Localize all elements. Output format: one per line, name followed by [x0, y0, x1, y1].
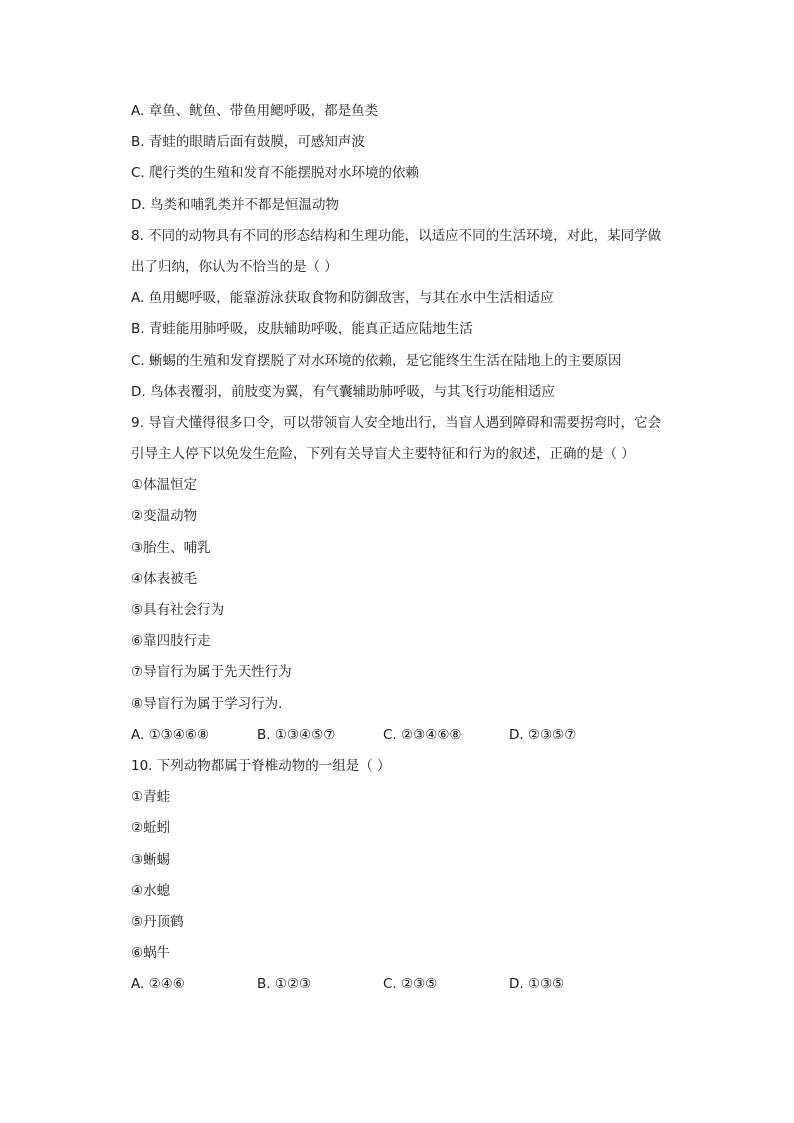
- q9-choice-a: A. ①③④⑥⑧: [131, 726, 210, 743]
- q10-choices: [131, 969, 691, 1000]
- q10-stem: 10. 下列动物都属于脊椎动物的一组是（ ）: [131, 757, 391, 774]
- q9-item-2: ②变温动物: [131, 508, 198, 525]
- q8-option-d: D. 鸟体表覆羽，前肢变为翼，有气囊辅助肺呼吸，与其飞行功能相适应: [131, 383, 555, 400]
- q9-choice-b: B. ①③④⑤⑦: [257, 726, 336, 743]
- q8-option-a: A. 鱼用鳃呼吸，能靠游泳获取食物和防御敌害，与其在水中生活相适应: [131, 290, 554, 307]
- q9-choices: [131, 720, 691, 751]
- q7-option-c: C. 爬行类的生殖和发育不能摆脱对水环境的依赖: [131, 165, 420, 182]
- q7-option-a: A. 章鱼、鱿鱼、带鱼用鳃呼吸，都是鱼类: [131, 103, 379, 119]
- q8-option-b: B. 青蛙能用肺呼吸，皮肤辅助呼吸，能真正适应陆地生活: [131, 321, 473, 338]
- q9-stem-line2: 引导主人停下以免发生危险，下列有关导盲犬主要特征和行为的叙述，正确的是（ ）: [131, 446, 635, 463]
- q9-item-8: ⑧导盲行为属于学习行为.: [131, 695, 283, 712]
- q8-stem-line1: 8. 不同的动物具有不同的形态结构和生理功能，以适应不同的生活环境，对此，某同学做: [131, 227, 662, 244]
- q9-choice-d: D. ②③⑤⑦: [509, 726, 577, 743]
- q10-item-3: ③蜥蜴: [131, 851, 171, 868]
- question-content: [131, 96, 691, 1000]
- q9-item-1: ①体温恒定: [131, 477, 198, 494]
- q9-item-3: ③胎生、哺乳: [131, 539, 211, 556]
- q9-item-7: ⑦导盲行为属于先天性行为: [131, 664, 292, 681]
- q10-choice-c: C. ②③⑤: [383, 976, 438, 993]
- q9-stem-line1: 9. 导盲犬懂得很多口令，可以带领盲人安全地出行，当盲人遇到障碍和需要拐弯时，它会: [131, 414, 662, 431]
- q10-item-5: ⑤丹顶鹤: [131, 913, 184, 930]
- q9-item-4: ④体表被毛: [131, 570, 198, 587]
- q10-item-1: ①青蛙: [131, 789, 171, 806]
- q7-option-d: D. 鸟类和哺乳类并不都是恒温动物: [131, 196, 339, 213]
- q9-item-5: ⑤具有社会行为: [131, 602, 225, 618]
- q10-item-2: ②蚯蚓: [131, 820, 171, 837]
- q8-stem-line2: 出了归纳，你认为不恰当的是（ ）: [131, 258, 338, 275]
- q10-item-6: ⑥蜗牛: [131, 945, 171, 962]
- q9-choice-c: C. ②③④⑥⑧: [383, 726, 462, 743]
- q10-item-4: ④水螅: [131, 882, 171, 899]
- q10-choice-a: A. ②④⑥: [131, 976, 185, 993]
- q10-choice-b: B. ①②③: [257, 976, 312, 993]
- q8-option-c: C. 蜥蜴的生殖和发育摆脱了对水环境的依赖，是它能终生生活在陆地上的主要原因: [131, 352, 622, 369]
- q10-choice-d: D. ①③⑤: [509, 976, 565, 993]
- q9-item-6: ⑥靠四肢行走: [131, 633, 211, 650]
- q7-option-b: B. 青蛙的眼睛后面有鼓膜，可感知声波: [131, 134, 365, 151]
